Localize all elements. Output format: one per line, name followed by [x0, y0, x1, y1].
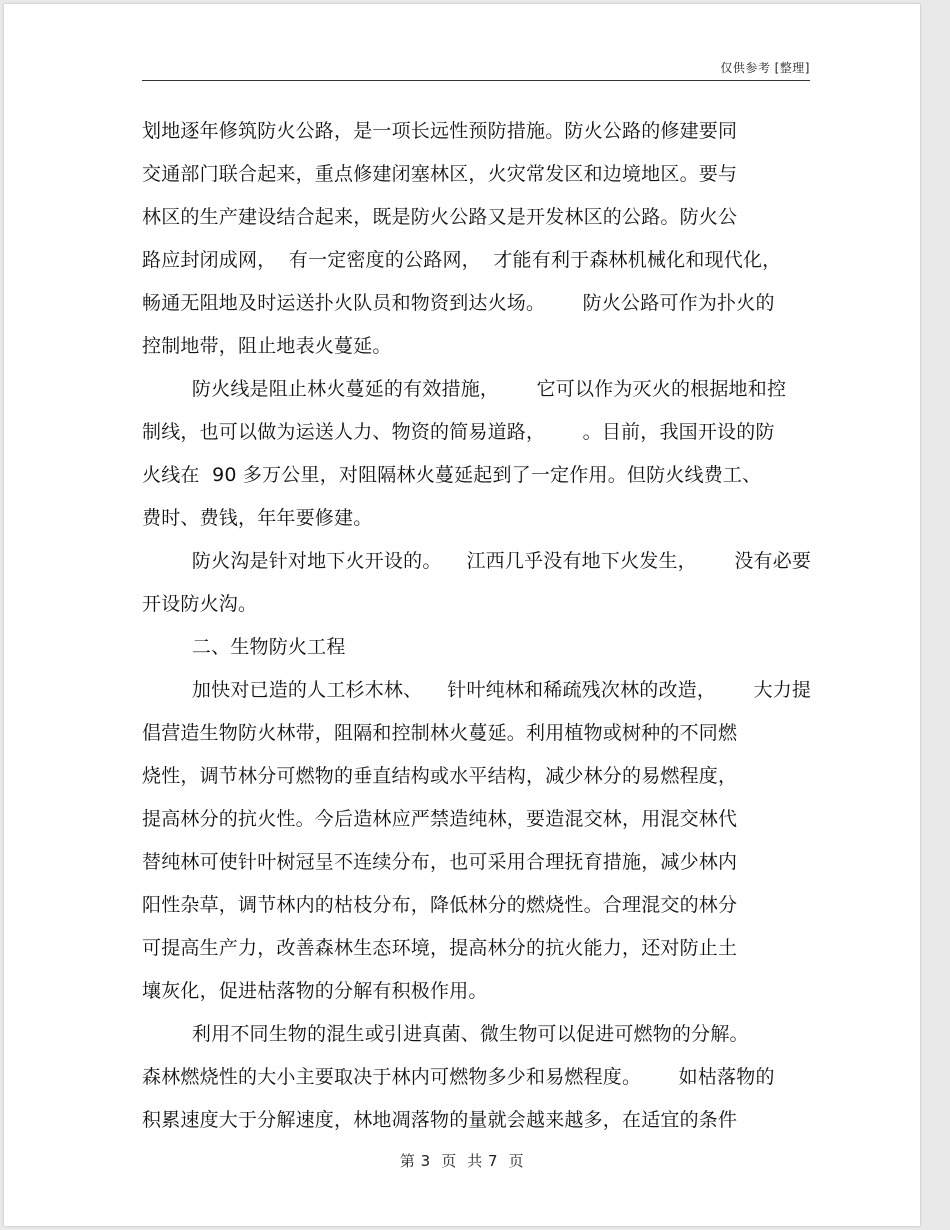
- body-line: 制线，也可以做为运送人力、物资的简易道路， 。目前，我国开设的防: [142, 421, 775, 443]
- body-line: 防火沟是针对地下火开设的。 江西几乎没有地下火发生， 没有必要: [142, 550, 812, 572]
- section-heading: 二、生物防火工程: [142, 636, 346, 658]
- body-line: 开设防火沟。: [142, 593, 258, 615]
- body-line: 替纯林可使针叶树冠呈不连续分布，也可采用合理抚育措施，减少林内: [142, 851, 738, 873]
- body-line: 划地逐年修筑防火公路，是一项长远性预防措施。防火公路的修建要同: [142, 120, 738, 142]
- page-number-footer: 第 3 页 共 7 页: [399, 1152, 525, 1170]
- body-line: 加快对已造的人工杉木林、 针叶纯林和稀疏残次林的改造， 大力提: [142, 679, 812, 701]
- body-line: 火线在 90 多万公里，对阻隔林火蔓延起到了一定作用。但防火线费工、: [142, 464, 762, 486]
- body-line: 林区的生产建设结合起来，既是防火公路又是开发林区的公路。防火公: [142, 206, 738, 228]
- body-line: 路应封闭成网， 有一定密度的公路网， 才能有利于森林机械化和现代化，: [142, 249, 782, 271]
- body-line: 控制地带，阻止地表火蔓延。: [142, 335, 392, 357]
- body-line: 积累速度大于分解速度，林地凋落物的量就会越来越多，在适宜的条件: [142, 1109, 738, 1131]
- body-line: 交通部门联合起来，重点修建闭塞林区，火灾常发区和边境地区。要与: [142, 163, 738, 185]
- body-line: 烧性，调节林分可燃物的垂直结构或水平结构，减少林分的易燃程度，: [142, 765, 738, 787]
- body-line: 利用不同生物的混生或引进真菌、微生物可以促进可燃物的分解。: [142, 1023, 749, 1045]
- body-line: 壤灰化，促进枯落物的分解有积极作用。: [142, 980, 488, 1002]
- body-line: 提高林分的抗火性。今后造林应严禁造纯林，要造混交林，用混交林代: [142, 808, 738, 830]
- document-body: [142, 110, 822, 1142]
- header-divider: [142, 80, 810, 81]
- body-line: 可提高生产力，改善森林生态环境，提高林分的抗火能力，还对防止土: [142, 937, 738, 959]
- body-line: 森林燃烧性的大小主要取决于林内可燃物多少和易燃程度。 如枯落物的: [142, 1066, 775, 1088]
- body-line: 阳性杂草，调节林内的枯枝分布，降低林分的燃烧性。合理混交的林分: [142, 894, 738, 916]
- body-line: 倡营造生物防火林带，阻隔和控制林火蔓延。利用植物或树种的不同燃: [142, 722, 738, 744]
- header-note: 仅供参考 [整理]: [720, 61, 810, 75]
- body-line: 畅通无阻地及时运送扑火队员和物资到达火场。 防火公路可作为扑火的: [142, 292, 775, 314]
- body-line: 费时、费钱，年年要修建。: [142, 507, 373, 529]
- body-line: 防火线是阻止林火蔓延的有效措施， 它可以作为灭火的根据地和控: [142, 378, 787, 400]
- document-page: [4, 4, 920, 1226]
